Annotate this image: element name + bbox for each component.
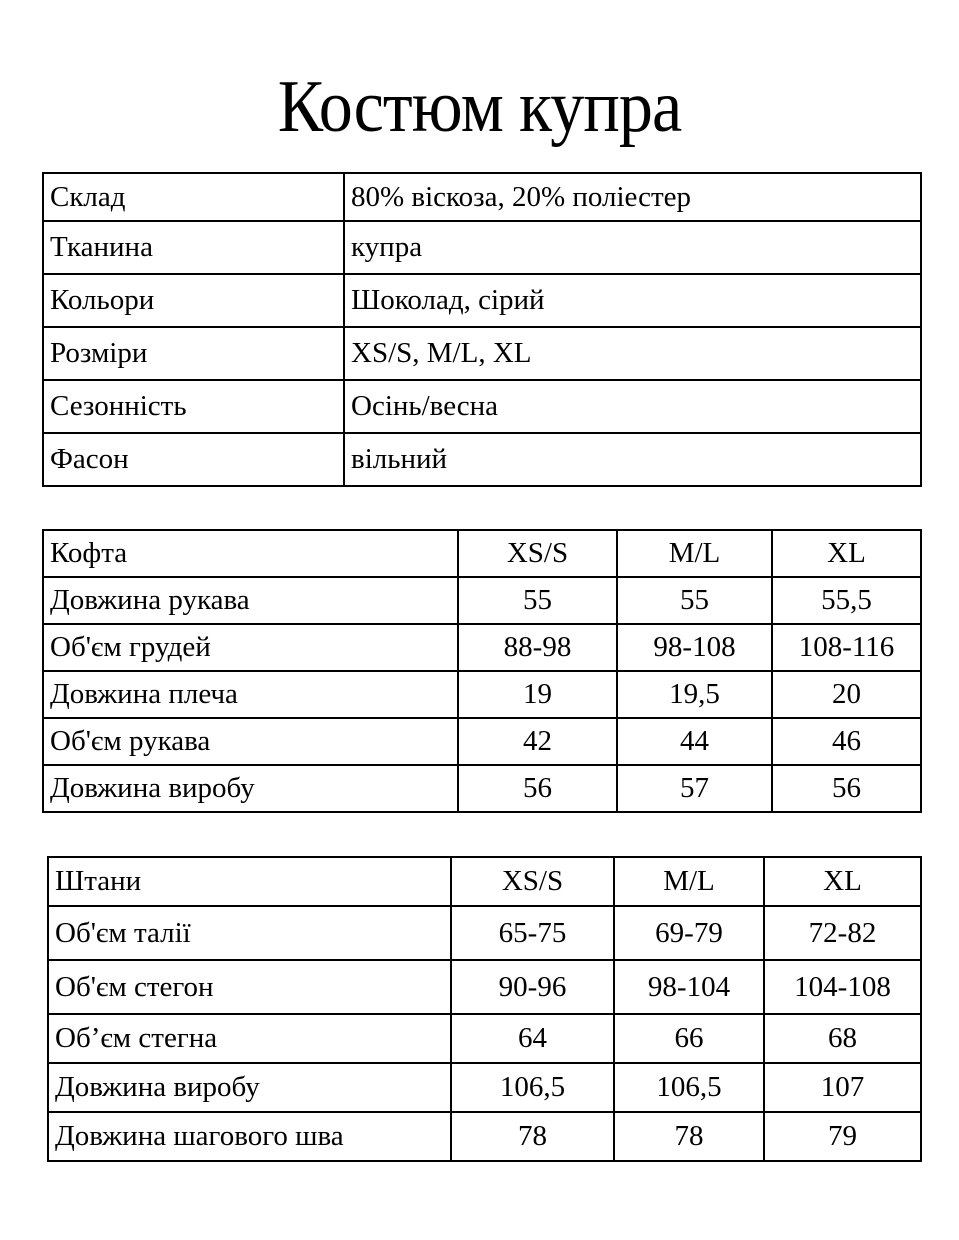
- cell: 44: [617, 718, 772, 765]
- measure-label: Об'єм грудей: [43, 624, 458, 671]
- header-cell: XS/S: [451, 857, 614, 906]
- cell: 90-96: [451, 960, 614, 1014]
- cell: 106,5: [451, 1063, 614, 1112]
- row-value: Шоколад, сірий: [344, 274, 921, 327]
- measure-label: Об'єм талії: [48, 906, 451, 960]
- cell: 68: [764, 1014, 921, 1063]
- cell: 65-75: [451, 906, 614, 960]
- cell: 20: [772, 671, 921, 718]
- header-cell: M/L: [614, 857, 764, 906]
- cell: 55: [458, 577, 617, 624]
- cell: 55,5: [772, 577, 921, 624]
- row-label: Кольори: [43, 274, 344, 327]
- measure-label: Довжина шагового шва: [48, 1112, 451, 1161]
- cell: 79: [764, 1112, 921, 1161]
- cell: 88-98: [458, 624, 617, 671]
- row-label: Розміри: [43, 327, 344, 380]
- cell: 98-104: [614, 960, 764, 1014]
- table-header-row: [48, 857, 921, 906]
- measure-label: Об’єм стегна: [48, 1014, 451, 1063]
- measure-label: Довжина виробу: [48, 1063, 451, 1112]
- table-row: [43, 221, 921, 274]
- header-cell: Кофта: [43, 530, 458, 577]
- cell: 72-82: [764, 906, 921, 960]
- table-row: [43, 718, 921, 765]
- row-label: Сезонність: [43, 380, 344, 433]
- measure-label: Довжина рукава: [43, 577, 458, 624]
- cell: 19: [458, 671, 617, 718]
- cell: 78: [451, 1112, 614, 1161]
- cell: 66: [614, 1014, 764, 1063]
- table-row: [43, 433, 921, 486]
- measure-label: Об'єм рукава: [43, 718, 458, 765]
- table-row: [48, 1112, 921, 1161]
- cell: 107: [764, 1063, 921, 1112]
- pants-size-table: [47, 856, 922, 1162]
- cell: 56: [772, 765, 921, 812]
- row-value: купра: [344, 221, 921, 274]
- table-row: [43, 624, 921, 671]
- cell: 78: [614, 1112, 764, 1161]
- table-row: [43, 380, 921, 433]
- table-row: [48, 1014, 921, 1063]
- top-size-table: [42, 529, 922, 813]
- table-row: [43, 577, 921, 624]
- cell: 42: [458, 718, 617, 765]
- header-cell: XL: [772, 530, 921, 577]
- table-row: [48, 906, 921, 960]
- table-row: [43, 671, 921, 718]
- cell: 55: [617, 577, 772, 624]
- header-cell: XS/S: [458, 530, 617, 577]
- cell: 69-79: [614, 906, 764, 960]
- cell: 108-116: [772, 624, 921, 671]
- table-row: [43, 173, 921, 221]
- row-label: Склад: [43, 173, 344, 221]
- row-value: 80% віскоза, 20% поліестер: [344, 173, 921, 221]
- row-value: Осінь/весна: [344, 380, 921, 433]
- header-cell: Штани: [48, 857, 451, 906]
- row-value: вільний: [344, 433, 921, 486]
- cell: 56: [458, 765, 617, 812]
- table-row: [48, 1063, 921, 1112]
- table-row: [43, 765, 921, 812]
- cell: 19,5: [617, 671, 772, 718]
- cell: 57: [617, 765, 772, 812]
- product-info-table: [42, 172, 922, 487]
- cell: 106,5: [614, 1063, 764, 1112]
- measure-label: Довжина виробу: [43, 765, 458, 812]
- row-value: XS/S, M/L, XL: [344, 327, 921, 380]
- page-title: Костюм купра: [277, 66, 682, 148]
- measure-label: Об'єм стегон: [48, 960, 451, 1014]
- header-cell: M/L: [617, 530, 772, 577]
- header-cell: XL: [764, 857, 921, 906]
- cell: 98-108: [617, 624, 772, 671]
- row-label: Фасон: [43, 433, 344, 486]
- row-label: Тканина: [43, 221, 344, 274]
- table-row: [48, 960, 921, 1014]
- table-header-row: [43, 530, 921, 577]
- measure-label: Довжина плеча: [43, 671, 458, 718]
- cell: 64: [451, 1014, 614, 1063]
- cell: 104-108: [764, 960, 921, 1014]
- table-row: [43, 327, 921, 380]
- table-row: [43, 274, 921, 327]
- cell: 46: [772, 718, 921, 765]
